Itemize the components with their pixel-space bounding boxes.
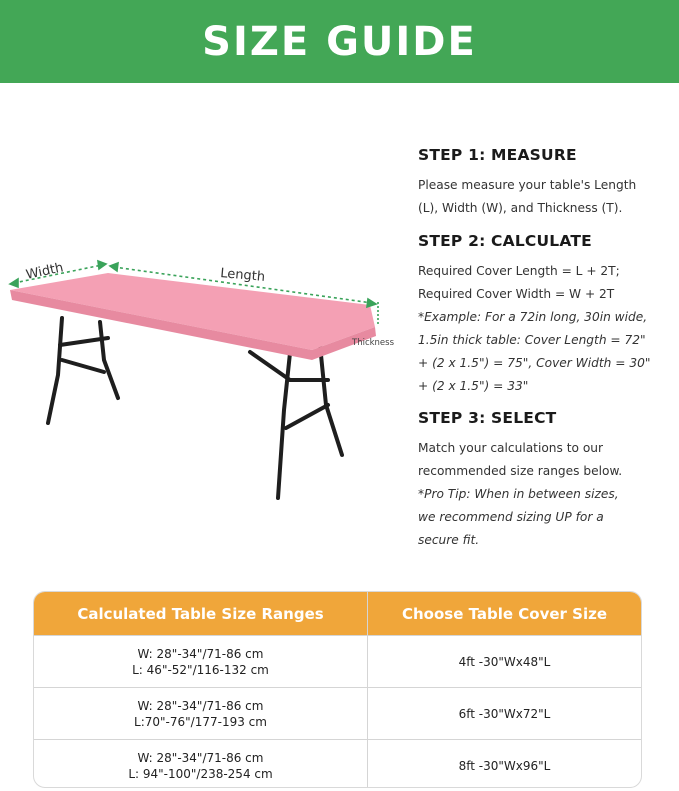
range-cell	[34, 636, 368, 687]
cover-size: 8ft -30"Wx96"L	[458, 758, 551, 773]
step-3-tip: we recommend sizing UP for a	[418, 510, 604, 524]
table-top	[10, 273, 375, 350]
table-row	[34, 739, 641, 788]
step-3-title: STEP 3: SELECT	[418, 409, 557, 427]
range-length: L: 46"-52"/116-132 cm	[132, 662, 269, 677]
table-leg	[320, 345, 342, 455]
table-header-row	[34, 592, 641, 635]
step-1	[418, 146, 636, 220]
step-3-text: recommended size ranges below.	[418, 464, 623, 478]
step-3-tip: secure fit.	[418, 533, 480, 547]
step-2-example: *Example: For a 72in long, 30in wide,	[418, 310, 648, 324]
arrow-head	[110, 263, 118, 271]
cover-size-cell	[368, 740, 641, 788]
step-2-example: + (2 x 1.5") = 75", Cover Width = 30"	[418, 356, 651, 370]
step-2-example: + (2 x 1.5") = 33"	[418, 379, 529, 393]
range-cell	[34, 688, 368, 739]
size-guide-banner	[0, 0, 679, 83]
cover-size: 6ft -30"Wx72"L	[458, 706, 551, 721]
size-table	[33, 591, 642, 788]
leg-brace	[286, 405, 328, 428]
arrow-head	[10, 279, 18, 287]
range-length: L: 94"-100"/238-254 cm	[128, 766, 273, 781]
range-length: L:70"-76"/177-193 cm	[134, 714, 267, 729]
step-2-text: Required Cover Length = L + 2T;	[418, 264, 620, 278]
step-3-text: Match your calculations to our	[418, 441, 604, 455]
step-1-text: (L), Width (W), and Thickness (T).	[418, 201, 623, 215]
table-illustration	[0, 240, 410, 510]
range-width: W: 28"-34"/71-86 cm	[137, 750, 264, 765]
step-1-title: STEP 1: MEASURE	[418, 146, 577, 164]
range-width: W: 28"-34"/71-86 cm	[137, 698, 264, 713]
width-label: Width	[24, 260, 65, 283]
cover-size-cell	[368, 636, 641, 687]
banner-title: SIZE GUIDE	[202, 18, 477, 65]
table-row	[34, 687, 641, 739]
step-1-text: Please measure your table's Length	[418, 178, 637, 192]
table-leg	[48, 318, 62, 423]
step-2-example: 1.5in thick table: Cover Length = 72"	[418, 333, 646, 347]
leg-brace	[62, 360, 104, 372]
step-3-tip: *Pro Tip: When in between sizes,	[418, 487, 619, 501]
range-cell	[34, 740, 368, 788]
length-label: Length	[219, 266, 266, 285]
header-size-ranges: Calculated Table Size Ranges	[34, 592, 368, 635]
cover-size-cell	[368, 688, 641, 739]
header-cover-size: Choose Table Cover Size	[401, 604, 608, 623]
step-3	[418, 409, 622, 552]
step-2-title: STEP 2: CALCULATE	[418, 232, 592, 250]
range-width: W: 28"-34"/71-86 cm	[137, 646, 264, 661]
step-2	[418, 232, 650, 398]
thickness-label: Thickness	[352, 338, 395, 348]
arrow-head	[98, 261, 106, 269]
arrow-head	[367, 299, 376, 307]
cover-size: 4ft -30"Wx48"L	[458, 654, 551, 669]
table-leg	[100, 322, 118, 398]
table-row	[34, 635, 641, 687]
step-2-text: Required Cover Width = W + 2T	[418, 287, 615, 301]
